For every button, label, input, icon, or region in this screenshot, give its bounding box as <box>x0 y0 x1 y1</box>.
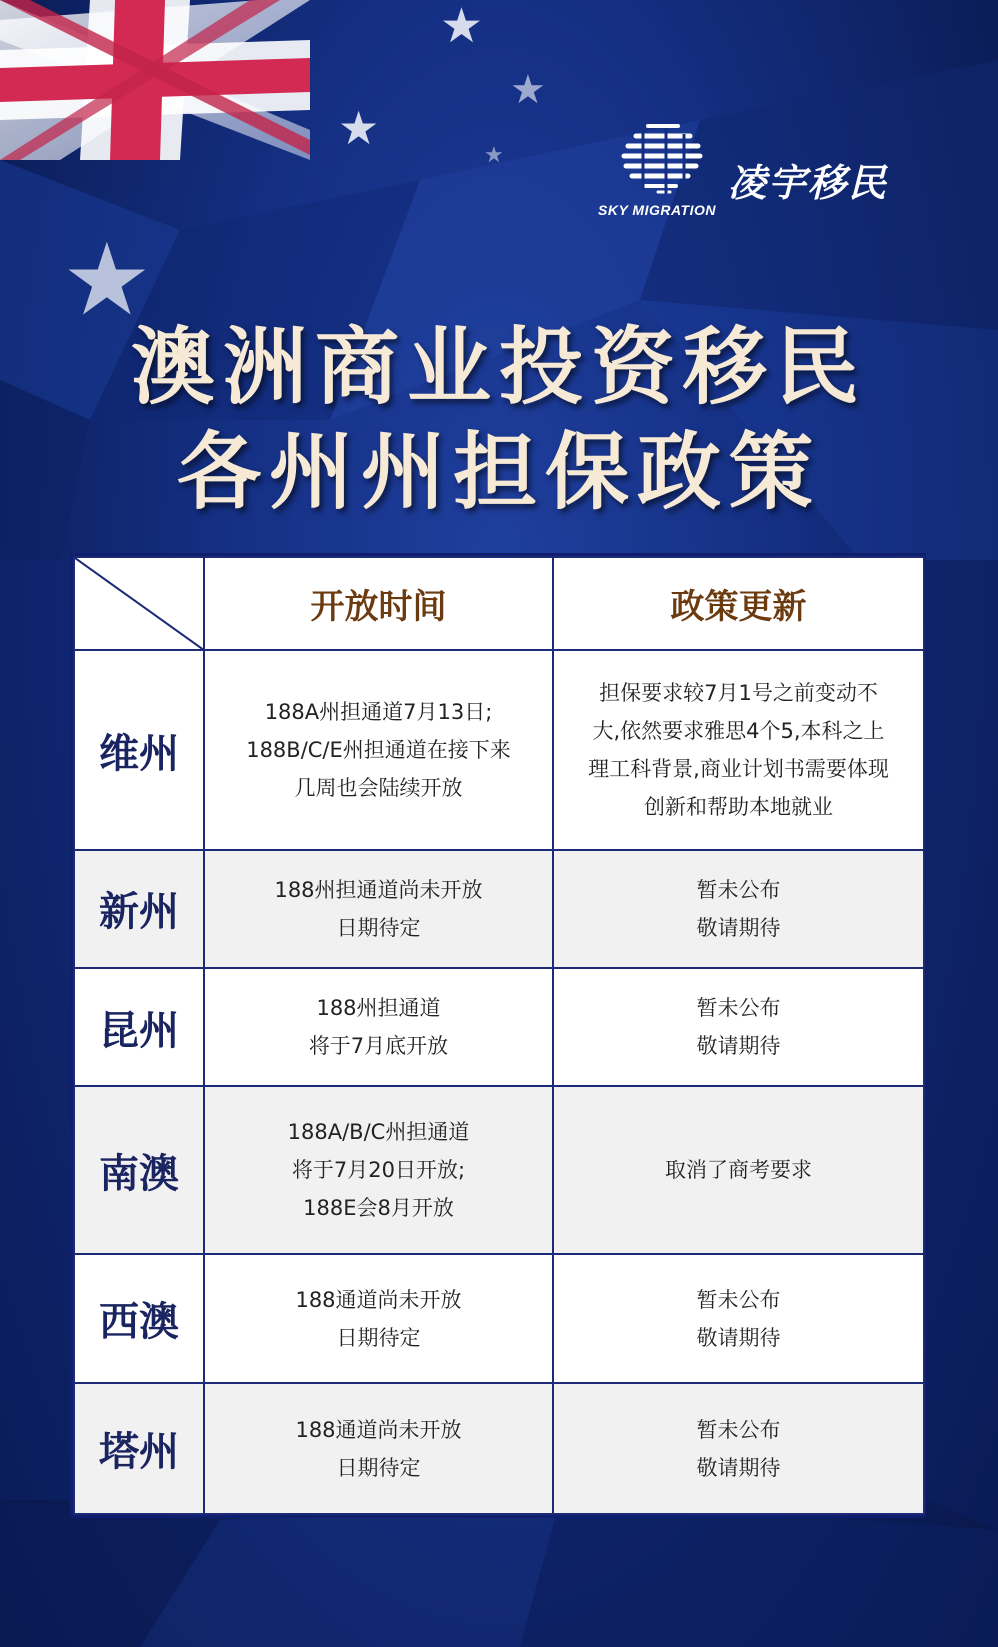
state-name: 西澳 <box>74 1254 204 1383</box>
table-row <box>74 650 924 849</box>
page-title-line-1: 澳洲商业投资移民 <box>130 318 867 416</box>
policy-line: 大,依然要求雅思4个5,本科之上 <box>592 719 885 744</box>
page-title-line-2: 各州州担保政策 <box>176 423 821 521</box>
policy-cell <box>553 968 924 1086</box>
star-icon: ★ <box>484 143 504 168</box>
policy-line: 暂未公布 <box>696 1287 781 1312</box>
logo-english-name: SKY MIGRATION <box>598 202 716 218</box>
globe-logo-icon <box>618 118 708 198</box>
state-name: 南澳 <box>74 1086 204 1254</box>
open-time-cell <box>204 968 553 1086</box>
policy-cell <box>553 1086 924 1254</box>
policy-line: 敬请期待 <box>696 1034 781 1059</box>
open-time-line: 日期待定 <box>336 1455 421 1480</box>
open-time-line: 188B/C/E州担通道在接下来 <box>246 738 511 763</box>
open-time-line: 188E会8月开放 <box>303 1196 454 1221</box>
open-time-line: 几周也会陆续开放 <box>294 776 463 801</box>
policy-line: 敬请期待 <box>696 1325 781 1350</box>
state-name: 维州 <box>74 650 204 849</box>
policy-cell <box>553 1254 924 1383</box>
policy-table <box>70 553 926 1518</box>
open-time-line: 188州担通道尚未开放 <box>274 877 483 902</box>
policy-line: 理工科背景,商业计划书需要体现 <box>588 757 889 782</box>
open-time-cell <box>204 1254 553 1383</box>
policy-cell <box>553 850 924 968</box>
star-icon: ★ <box>62 221 152 338</box>
open-time-line: 188A/B/C州担通道 <box>287 1120 470 1145</box>
table-row <box>74 1254 924 1383</box>
open-time-line: 将于7月底开放 <box>308 1034 449 1059</box>
table-row <box>74 968 924 1086</box>
open-time-cell <box>204 1086 553 1254</box>
open-time-line: 188通道尚未开放 <box>295 1417 462 1442</box>
logo-chinese-name: 凌宇移民 <box>728 161 889 205</box>
union-jack-flag <box>0 0 310 160</box>
open-time-cell <box>204 650 553 849</box>
policy-line: 暂未公布 <box>696 1417 781 1442</box>
state-name: 昆州 <box>74 968 204 1086</box>
policy-line: 担保要求较7月1号之前变动不 <box>599 681 878 706</box>
table-header-row <box>74 557 924 650</box>
table-row <box>74 850 924 968</box>
open-time-line: 将于7月20日开放; <box>291 1158 466 1183</box>
header-open-time: 开放时间 <box>204 557 553 650</box>
state-name: 塔州 <box>74 1383 204 1514</box>
star-icon: ★ <box>440 0 484 54</box>
header-policy-update: 政策更新 <box>553 557 924 650</box>
policy-line: 暂未公布 <box>696 996 781 1021</box>
table-row <box>74 1383 924 1514</box>
open-time-line: 188A州担通道7月13日; <box>264 700 493 725</box>
policy-line: 敬请期待 <box>696 1455 781 1480</box>
open-time-line: 日期待定 <box>336 915 421 940</box>
open-time-line: 188通道尚未开放 <box>295 1287 462 1312</box>
open-time-cell <box>204 850 553 968</box>
policy-cell <box>553 1383 924 1514</box>
policy-line: 创新和帮助本地就业 <box>644 795 833 820</box>
diagonal-divider <box>75 558 203 649</box>
open-time-line: 188州担通道 <box>316 996 441 1021</box>
star-icon: ★ <box>510 67 546 113</box>
state-name: 新州 <box>74 850 204 968</box>
policy-line: 暂未公布 <box>696 877 781 902</box>
open-time-cell <box>204 1383 553 1514</box>
sky-migration-logo <box>598 118 898 228</box>
open-time-line: 日期待定 <box>336 1325 421 1350</box>
policy-line: 敬请期待 <box>696 915 781 940</box>
table-corner-cell <box>74 557 204 650</box>
policy-line: 取消了商考要求 <box>665 1158 812 1183</box>
star-icon: ★ <box>338 101 380 155</box>
policy-cell <box>553 650 924 849</box>
table-row <box>74 1086 924 1254</box>
